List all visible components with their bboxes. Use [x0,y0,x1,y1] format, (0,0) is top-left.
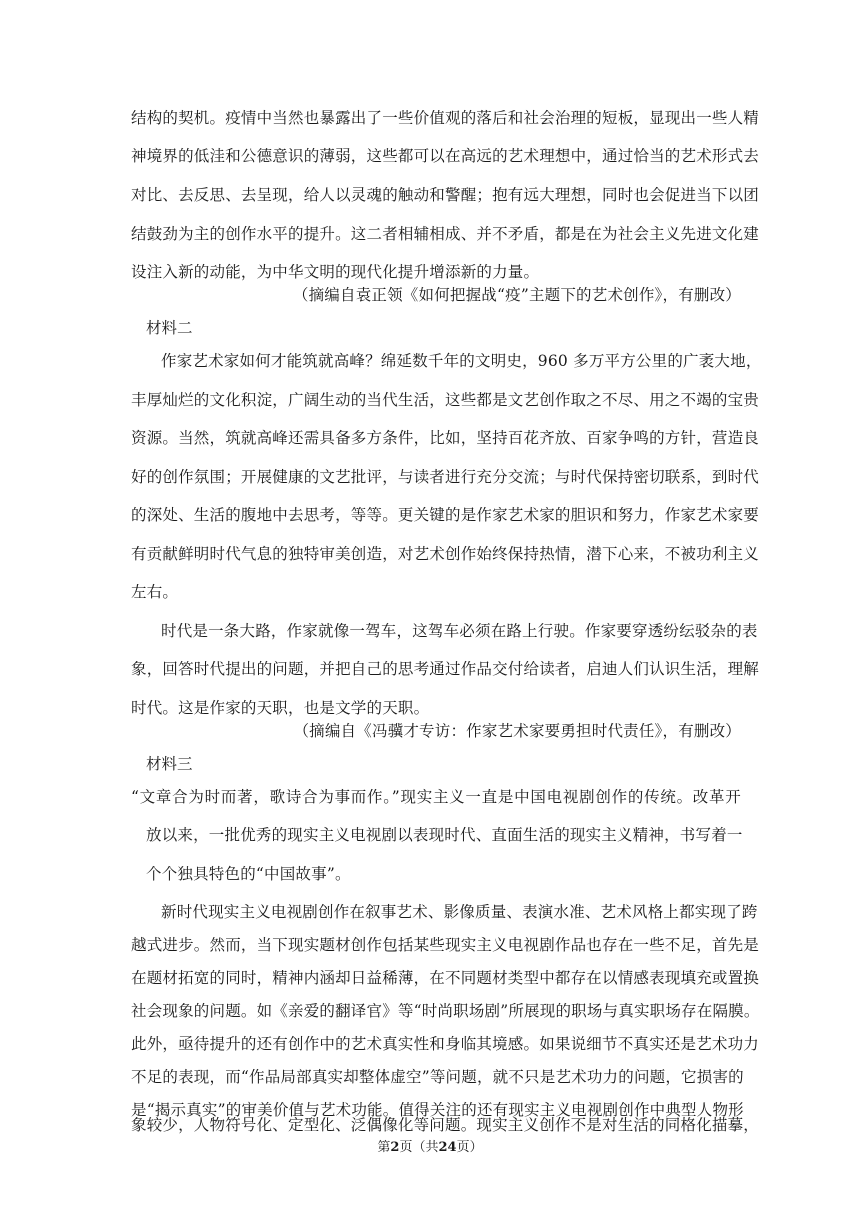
m3-p1-line-3: 个个独具特色的“中国故事”。 [146,865,351,883]
m1-line-5: 设注入新的动能，为中华文明的现代化提升增添新的力量。 [131,263,540,281]
m3-p2-line-2: 越式进步。然而，当下现实题材创作包括某些现实主义电视剧作品也存在一些不足，首先是 [131,936,760,954]
m3-p2-line-1: 新时代现实主义电视剧创作在叙事艺术、影像质量、表演水准、艺术风格上都实现了跨 [161,903,758,921]
m2-p2-line-2: 象，回答时代提出的问题，并把自己的思考通过作品交付给读者，启迪人们认识生活，理解 [131,660,760,678]
m1-line-4: 结鼓劲为主的创作水平的提升。这二者相辅相成、并不矛盾，都是在为社会主义先进文化建 [131,225,760,243]
m2-p1-line-3: 资源。当然，筑就高峰还需具备多方条件，比如，坚持百花齐放、百家争鸣的方针，营造良 [131,429,760,447]
page-footer [0,1139,860,1157]
m1-line-3: 对比、去反思、去呈现，给人以灵魂的触动和警醒；抱有远大理想，同时也会促进当下以团 [131,186,760,204]
m3-p2-line-8: 象较少，人物符号化、定型化、泛偶像化等问题。现实主义创作不是对生活的同格化描摹， [131,1116,760,1134]
m3-p2-line-7: 是“揭示真实”的审美价值与艺术功能。值得关注的还有现实主义电视剧创作中典型人物形 [131,1101,744,1119]
m3-p1-line-2: 放以来，一批优秀的现实主义电视剧以表现时代、直面生活的现实主义精神，书写着一 [146,826,743,844]
footer-middle: 页（共 [399,1140,439,1155]
footer-suffix: 页） [456,1140,483,1155]
material2-heading: 材料二 [146,319,193,337]
m2-p1-line-1: 作家艺术家如何才能筑就高峰？绵延数千年的文明史，960 多万平方公里的广袤大地， [161,352,762,370]
m3-p2-line-3: 在题材拓宽的同时，精神内涵却日益稀薄，在不同题材类型中都存在以情感表现填充或置换 [131,969,760,987]
m3-p2-line-6: 不足的表现，而“作品局部真实却整体虚空”等问题，就不只是艺术功力的问题，它损害的 [131,1068,744,1086]
material3-heading: 材料三 [146,755,193,773]
footer-page-number: 2 [390,1140,400,1155]
m3-p2-line-4: 社会现象的问题。如《亲爱的翻译官》等“时尚职场剧”所展现的职场与真实职场存在隔膜。 [131,1002,760,1020]
m2-p1-line-6: 有贡献鲜明时代气息的独特审美创造，对艺术创作始终保持热情，潜下心来，不被功利主义 [131,545,760,563]
m2-p2-line-1: 时代是一条大路，作家就像一驾车，这驾车必须在路上行驶。作家要穿透纷纭驳杂的表 [161,622,758,640]
m1-line-2: 神境界的低洼和公德意识的薄弱，这些都可以在高远的艺术理想中，通过恰当的艺术形式去 [131,147,760,165]
m2-source: （摘编自《冯骥才专访：作家艺术家要勇担时代责任》，有删改） [293,722,741,740]
m2-p1-line-2: 丰厚灿烂的文化积淀，广阔生动的当代生活，这些都是文艺创作取之不尽、用之不竭的宝贵 [131,391,760,409]
m1-line-1: 结构的契机。疫情中当然也暴露出了一些价值观的落后和社会治理的短板，显现出一些人精 [131,109,760,127]
m3-p2-line-5: 此外，亟待提升的还有创作中的艺术真实性和身临其境感。如果说细节不真实还是艺术功力 [131,1035,760,1053]
m3-p1-line-1: “文章合为时而著，歌诗合为事而作。”现实主义一直是中国电视剧创作的传统。改革开 [131,788,741,806]
footer-total-pages: 24 [438,1140,457,1155]
m2-p2-line-3: 时代。这是作家的天职，也是文学的天职。 [131,699,430,717]
m2-p1-line-7: 左右。 [131,583,179,601]
m1-source: （摘编自袁正领《如何把握战“疫”主题下的艺术创作》，有删改） [292,286,741,304]
m2-p1-line-5: 的深处、生活的腹地中去思考，等等。更关键的是作家艺术家的胆识和努力，作家艺术家要 [131,506,760,524]
m2-p1-line-4: 好的创作氛围；开展健康的文艺批评，与读者进行充分交流；与时代保持密切联系，到时代 [131,468,760,486]
footer-prefix: 第 [377,1140,391,1155]
